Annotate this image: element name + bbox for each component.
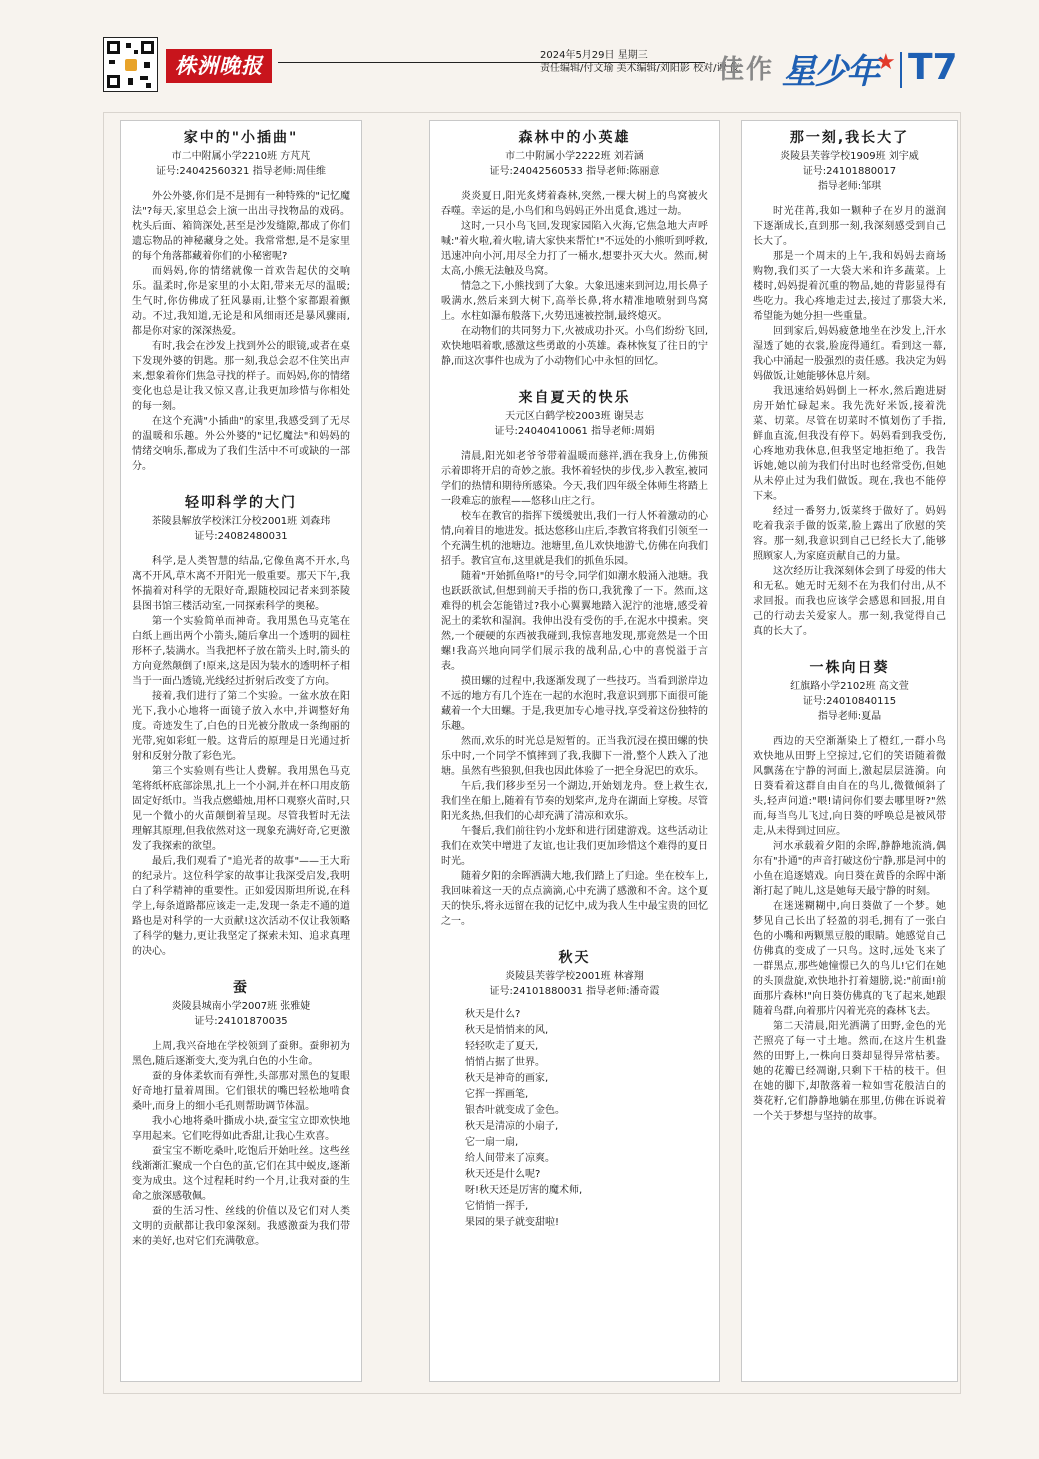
article-body (753, 734, 946, 1124)
article-body (441, 449, 708, 929)
article-body (132, 554, 350, 959)
article (753, 127, 946, 639)
poem-line: 秋天是清凉的小扇子, (465, 1121, 559, 1132)
byline-line: 证号:24101880031 指导老师:潘奇霞 (489, 986, 660, 997)
poem-line: 银杏叶就变成了金色。 (465, 1105, 565, 1116)
paragraph: 炎炎夏日,阳光炙烤着森林,突然,一棵大树上的鸟窝被火吞噬。幸运的是,小鸟们和鸟妈妈正外出觅食,逃过一劫。 (441, 191, 708, 217)
paragraph: 最后,我们观看了"追光者的故事"——王大珩的纪录片。这位科学家的故事让我深受启发,我明白了科学精神的重要性。正如爱因斯坦所说,在科学上,每条道路都应该走一走,发现一条走不通的道路也是对科学的一大贡献!这次活动不仅让我领略了科学的魅力,更让我坚定了探索未知、追求真理的决心。 (132, 856, 350, 957)
paragraph: 第二天清晨,阳光洒满了田野,金色的光芒照亮了每一寸土地。然而,在这片生机盎然的田野上,一株向日葵却显得异常枯萎。她的花瓣已经凋谢,只剩下干枯的枝干。但在她的脚下,却散落着一粒如雪花般洁白的葵花籽,它们静静地躺在那里,仿佛在诉说着一个关于梦想与坚持的故事。 (753, 1021, 946, 1122)
publish-date: 2024年5月29日 星期三 (540, 50, 648, 61)
paragraph: 蚕的生活习性、丝线的价值以及它们对人类文明的贡献都让我印象深刻。我感激蚕为我们带来的美好,也对它们充满敬意。 (132, 1206, 350, 1247)
paragraph: 校车在教官的指挥下缓缓驶出,我们一行人怀着激动的心情,向着目的地进发。抵达悠移山庄后,李教官将我们引领至一个充满生机的池塘边。池塘里,鱼儿欢快地游弋,仿佛在向我们招手。教官宣布,这里就是我们的抓鱼乐园。 (441, 511, 708, 567)
article-title: 蚕 (233, 980, 249, 996)
article-byline (753, 679, 946, 724)
brand-divider (900, 52, 902, 88)
paragraph: 这次经历让我深刻体会到了母爱的伟大和无私。她无时无刻不在为我们付出,从不求回报。而我也应该学会感恩和回报,用自己的行动去关爱家人。那一刻,我觉得自己真的长大了。 (753, 566, 946, 637)
paragraph: 经过一番努力,饭菜终于做好了。妈妈吃着我亲手做的饭菜,脸上露出了欣慰的笑容。那一刻,我意识到自己已经长大了,能够照顾家人,为家庭贡献自己的力量。 (753, 506, 946, 562)
poem-line: 它挥一挥画笔, (465, 1089, 529, 1100)
poem-line: 秋天是什么? (465, 1009, 521, 1020)
article-title: 那一刻,我长大了 (789, 130, 910, 146)
paragraph: 回到家后,妈妈疲惫地坐在沙发上,汗水湿透了她的衣裳,脸庞得通红。看到这一幕,我心中涌起一股强烈的责任感。我决定为妈妈做饭,让她能够休息片刻。 (753, 326, 946, 382)
paragraph: 在迷迷糊糊中,向日葵做了一个梦。她梦见自己长出了轻盈的羽毛,拥有了一张白色的小嘴和两颗黑豆般的眼睛。她感觉自己仿佛真的变成了一只鸟。这时,远处飞来了一群黑点,那些她憧憬已久的鸟儿!它们在她的头顶盘旋,欢快地扑打着翅膀,说:"前面!前面那片森林!"向日葵仿佛真的飞了起来,她跟随着鸟群,向着那片闪着光亮的森林飞去。 (753, 901, 946, 1017)
article-body (132, 1039, 350, 1249)
article-title: 家中的"小插曲" (183, 130, 299, 146)
byline-line: 茶陵县解放学校洣江分校2001班 刘森玮 (151, 516, 331, 527)
byline-line: 炎陵县芙蓉学校2001班 林睿翔 (505, 971, 644, 982)
article-title: 秋天 (558, 950, 591, 966)
paragraph: 而妈妈,你的情绪就像一首欢告起伏的交响乐。温柔时,你是家里的小太阳,带来无尽的温暖;生气时,你仿佛成了狂风暴雨,让整个家都跟着颤动。不过,我知道,无论是和风细雨还是暴风骤雨,都是你对家的深深热爱。 (132, 266, 350, 337)
byline-line: 炎陵县芙蓉学校1909班 刘宇威 (780, 151, 919, 162)
paragraph: 随着"开始抓鱼咯!"的号令,同学们如潮水般涌入池塘。我也跃跃欲试,但想到前天手指的伤口,我犹豫了一下。然而,这难得的机会怎能错过?我小心翼翼地踏入泥泞的池塘,感受着泥土的柔软和湿润。我伸出没有受伤的手,在泥水中摸索。突然,一个硬硬的东西被我碰到,我惊喜地发现,那竟然是一个田螺!我高兴地向同学们展示我的战利品,心中的喜悦溢于言表。 (441, 571, 708, 672)
brand-logo (782, 44, 896, 93)
byline-line: 红旗路小学2102班 高文萱 (790, 681, 909, 692)
article-byline (132, 514, 350, 544)
paragraph: 随着夕阳的余晖洒满大地,我们踏上了归途。坐在校车上,我回味着这一天的点点滴滴,心中充满了感激和不舍。这个夏天的快乐,将永远留在我的记忆中,成为我人生中最宝贵的回忆之一。 (441, 871, 708, 927)
byline-line: 证号:24040410061 指导老师:周娟 (494, 426, 655, 437)
article-title: 一株向日葵 (809, 660, 890, 676)
paragraph: 科学,是人类智慧的结晶,它像鱼离不开水,鸟离不开风,草木离不开阳光一般重要。那天下午,我怀揣着对科学的无限好奇,跟随校园记者来到茶陵县图书馆三楼活动室,一同探索科学的奥秘。 (132, 556, 350, 612)
poem-line: 给人间带来了凉爽。 (465, 1153, 555, 1164)
paragraph: 午后,我们移步至另一个湖边,开始划龙舟。登上救生衣,我们坐在船上,随着有节奏的划桨声,龙舟在湖面上穿梭。尽管阳光炙热,但我们的心却充满了清凉和欢乐。 (441, 781, 708, 822)
paragraph: 河水承载着夕阳的余晖,静静地流淌,偶尔有"扑通"的声音打破这份宁静,那是河中的小鱼在追逐嬉戏。向日葵在黄昏的余晖中渐渐打起了盹儿,这是她每天最宁静的时刻。 (753, 841, 946, 897)
article (132, 977, 350, 1249)
brand-text: 星少年 (782, 52, 878, 92)
paragraph: 上周,我兴奋地在学校领到了蚕卵。蚕卵初为黑色,随后逐渐变大,变为乳白色的小生命。 (132, 1041, 350, 1067)
byline-line: 天元区白鹤学校2003班 谢昊志 (505, 411, 644, 422)
column-left (120, 120, 362, 1382)
poem-line: 它悄悄一挥手, (465, 1201, 529, 1212)
article-byline (132, 999, 350, 1029)
paragraph: 外公外婆,你们是不是拥有一种特殊的"记忆魔法"?每天,家里总会上演一出出寻找物品的戏码。枕头后面、箱筒深处,甚至是沙发缝隙,都成了你们遗忘物品的神秘藏身之处。我常常想,是不是家里的每个角落都藏着你们的小秘密呢? (132, 191, 350, 262)
page-header (0, 0, 1039, 112)
byline-line: 指导老师:夏晶 (817, 711, 882, 722)
column-right (741, 120, 958, 1382)
article (441, 387, 708, 929)
article-byline (441, 149, 708, 179)
section-title: 佳作 (718, 55, 775, 85)
paragraph: 摸田螺的过程中,我逐渐发现了一些技巧。当看到淤岸边不远的地方有几个连在一起的水泡时,我意识到那下面很可能藏着一个大田螺。于是,我更加专心地寻找,享受着这份独特的乐趣。 (441, 676, 708, 732)
article-byline (132, 149, 350, 179)
poem-line: 呀!秋天还是厉害的魔术师, (465, 1185, 583, 1196)
paragraph: 这时,一只小鸟飞回,发现家园陷入火海,它焦急地大声呼喊:"着火啦,着火啦,请大家快来帮忙!"不远处的小熊听到呼救,迅速冲向小河,用尽全力打了一桶水,想要扑灭大火。然而,树太高,小熊无法触及鸟窝。 (441, 221, 708, 277)
editors-line: 责任编辑/付文瑜 美术编辑/刘阳影 校对/谭 佼 (540, 63, 740, 74)
column-middle (429, 120, 720, 1382)
article-title: 森林中的小英雄 (518, 130, 631, 146)
paragraph: 第三个实验则有些让人费解。我用黑色马克笔将纸杯底部涂黑,扎上一个小洞,并在杯口用皮筋固定好纸巾。当我点燃蜡烛,用杯口观察火苗时,只见一个微小的火苗颠倒着呈现。尽管我暂时无法理解其原理,但我依然对这一现象充满好奇,它更激发了我探索的欲望。 (132, 766, 350, 852)
paragraph: 时光荏苒,我如一颗种子在岁月的滋润下逐渐成长,直到那一刻,我深刻感受到自己长大了。 (753, 206, 946, 247)
byline-line: 市二中附属小学2210班 方芃芃 (171, 151, 311, 162)
poem-line: 秋天还是什么呢? (465, 1169, 541, 1180)
article (132, 492, 350, 959)
article (441, 127, 708, 369)
poem-body (441, 1007, 708, 1231)
byline-line: 证号:24101870035 (194, 1016, 288, 1027)
byline-line: 证号:24042560321 指导老师:周佳维 (156, 166, 326, 177)
star-icon: ★ (876, 50, 894, 75)
paragraph: 然而,欢乐的时光总是短暂的。正当我沉浸在摸田螺的快乐中时,一个同学不慎摔到了我,我脚下一滑,整个人跌入了池塘。虽然有些狼狈,但我也因此体验了一把全身泥巴的欢乐。 (441, 736, 708, 777)
article (132, 127, 350, 474)
article (441, 947, 708, 1231)
paragraph: 我小心地将桑叶撕成小块,蚕宝宝立即欢快地享用起来。它们吃得如此香甜,让我心生欢喜。 (132, 1116, 350, 1142)
article-byline (753, 149, 946, 194)
article-byline (441, 969, 708, 999)
paragraph: 在这个充满"小插曲"的家里,我感受到了无尽的温暖和乐趣。外公外婆的"记忆魔法"和妈妈的情绪交响乐,都成为了我们生活中不可或缺的一部分。 (132, 416, 350, 472)
article-title: 轻叩科学的大门 (185, 495, 297, 511)
byline-line: 市二中附属小学2222班 刘若涵 (505, 151, 644, 162)
article-body (441, 189, 708, 369)
paragraph: 在动物们的共同努力下,火被成功扑灭。小鸟们纷纷飞回,欢快地唱着歌,感激这些勇敢的小英雄。森林恢复了往日的宁静,而这次事件也成为了小动物们心中永恒的回忆。 (441, 326, 708, 367)
paragraph: 那是一个周末的上午,我和妈妈去商场购物,我们买了一大袋大米和许多蔬菜。上楼时,妈妈提着沉重的物品,她的背影显得有些吃力。我心疼地走过去,接过了那袋大米,希望能为她分担一些重量。 (753, 251, 946, 322)
article-title: 来自夏天的快乐 (518, 390, 631, 406)
paragraph: 午餐后,我们前往钓小龙虾和进行团建游戏。这些活动让我们在欢笑中增进了友谊,也让我们更加珍惜这个难得的夏日时光。 (441, 826, 708, 867)
date-editors-block (540, 49, 740, 75)
paragraph: 我迅速给妈妈倒上一杯水,然后跑进厨房开始忙碌起来。我先洗好米饭,接着洗菜、切菜。尽管在切菜时不慎划伤了手指,鲜血直流,但我没有停下。妈妈看到我受伤,心疼地劝我休息,但我坚定地拒绝了。我告诉她,她以前为我们付出时也经常受伤,但她从未停止过为我们做饭。现在,我也不能停下来。 (753, 386, 946, 502)
article (753, 657, 946, 1124)
page-number: T7 (908, 47, 958, 88)
paragraph: 情急之下,小熊找到了大象。大象迅速来到河边,用长鼻子吸满水,然后来到大树下,高举长鼻,将水精准地喷射到鸟窝上。水柱如瀑布般落下,火势迅速被控制,最终熄灭。 (441, 281, 708, 322)
poem-line: 果园的果子就变甜啦! (465, 1217, 560, 1228)
poem-line: 秋天是神奇的画家, (465, 1073, 549, 1084)
poem-line: 轻轻吹走了夏天, (465, 1041, 539, 1052)
byline-line: 证号:24010840115 (802, 696, 897, 707)
byline-line: 指导老师:邹琪 (817, 181, 882, 192)
byline-line: 证号:24101880017 (802, 166, 897, 177)
paragraph: 有时,我会在沙发上找到外公的眼镜,或者在桌下发现外婆的钥匙。那一刻,我总会忍不住笑出声来,想象着你们焦急寻找的样子。而妈妈,你的情绪变化也总是让我又惊又喜,让我更加珍惜与你相处的每一刻。 (132, 341, 350, 412)
qr-code (103, 37, 158, 92)
paragraph: 蚕的身体柔软而有弹性,头部那对黑色的复眼好奇地打量着周围。它们银状的嘴巴轻松地啃食桑叶,而身上的细小毛孔则帮助调节体温。 (132, 1071, 350, 1112)
paragraph: 清晨,阳光如老爷爷带着温暖而慈祥,洒在我身上,仿佛预示着即将开启的奇妙之旅。我怀着轻快的步伐,步入教室,被同学们的热情和期待所感染。今天,我们四年级全体师生将踏上一段难忘的旅程——悠移山庄之行。 (441, 451, 708, 507)
paragraph: 接着,我们进行了第二个实验。一盆水放在阳光下,我小心地将一面镜子放入水中,并调整好角度。奇迹发生了,白色的日光被分散成一条绚丽的光带,宛如彩虹一般。这背后的原理是日光通过折射和反射分散了彩色光。 (132, 691, 350, 762)
poem-line: 它一扇一扇, (465, 1137, 519, 1148)
paragraph: 第一个实验简单而神奇。我用黑色马克笔在白纸上画出两个小箭头,随后拿出一个透明的圆柱形杯子,装满水。当我把杯子放在箭头上时,箭头的方向竟然颠倒了!原来,这是因为装水的透明杯子相当于一面凸透镜,光线经过折射后改变了方向。 (132, 616, 350, 687)
newspaper-logo: 株洲晚报 (166, 49, 272, 83)
paragraph: 蚕宝宝不断吃桑叶,吃饱后开始吐丝。这些丝线渐渐汇聚成一个白色的茧,它们在其中蜕皮,逐渐变为成虫。这个过程耗时约一个月,让我对蚕的生命之旅深感敬佩。 (132, 1146, 350, 1202)
article-byline (441, 409, 708, 439)
article-body (132, 189, 350, 474)
byline-line: 炎陵县城南小学2007班 张雅婕 (171, 1001, 311, 1012)
poem-line: 悄悄占据了世界。 (465, 1057, 545, 1068)
paragraph: 西边的天空渐渐染上了橙红,一群小鸟欢快地从田野上空掠过,它们的笑语随着微风飘荡在宁静的河面上,激起层层涟漪。向日葵看着这群自由自在的鸟儿,微微倾斜了头,轻声问道:"喂!请问你们要去哪里呀?"然而,每当鸟儿飞过,向日葵的呼唤总是被风带走,从未得到过回应。 (753, 736, 946, 837)
poem-line: 秋天是悄悄来的风, (465, 1025, 549, 1036)
article-body (753, 204, 946, 639)
byline-line: 证号:24082480031 (194, 531, 288, 542)
byline-line: 证号:24042560533 指导老师:陈丽意 (489, 166, 660, 177)
